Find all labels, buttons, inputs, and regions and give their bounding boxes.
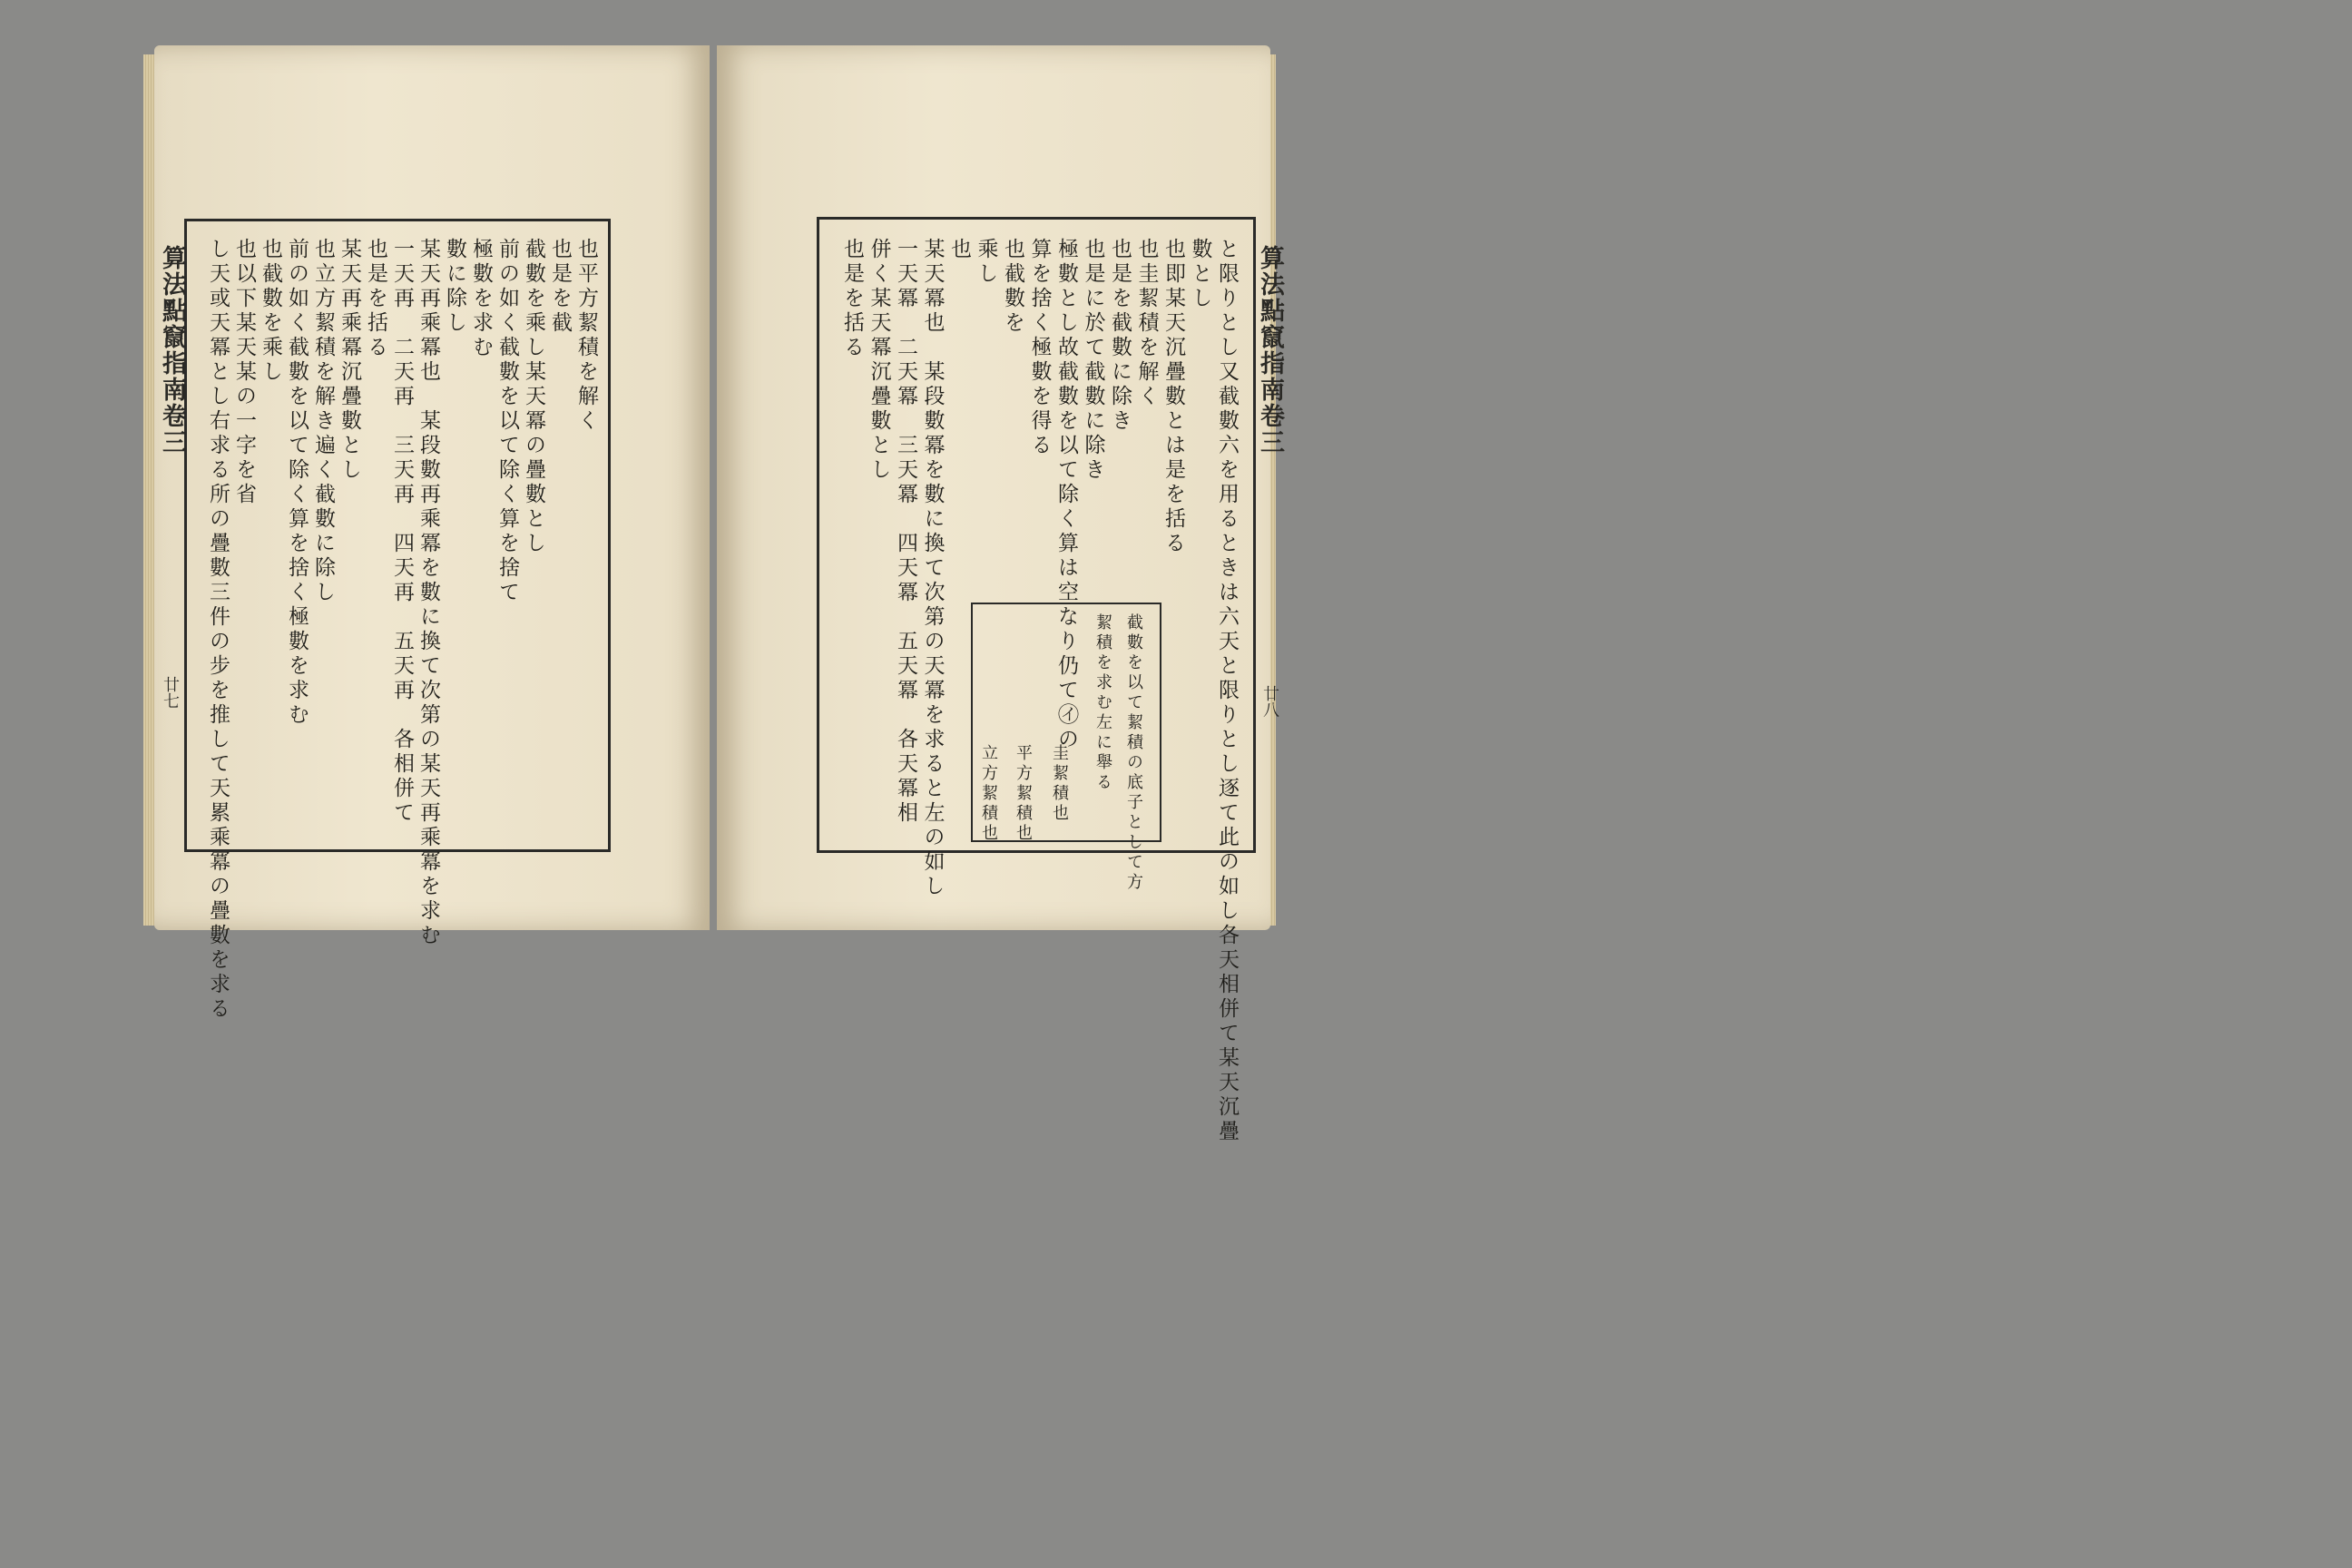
text-column: 數とし	[1188, 238, 1212, 311]
text-column: 數に除し	[443, 238, 466, 336]
text-column: 一天再 二天再 三天再 四天再 五天再 各相併て	[390, 238, 414, 826]
text-column: 極數を求む	[469, 238, 493, 360]
text-column: 前の如く截數を以て除く算を捨て	[495, 238, 519, 605]
text-column: 併く某天冪沉疊數とし	[867, 238, 891, 483]
text-column: 也圭絜積を解く	[1134, 238, 1159, 409]
text-column: と限りとし又截數六を用るときは六天と限りとし逐て此の如し各天相併て某天沉疊	[1215, 238, 1239, 1144]
text-column: 也是を括る	[840, 238, 864, 360]
text-column: 乘し	[974, 238, 998, 287]
text-column: 某天再乘冪沉疊數とし	[338, 238, 361, 483]
text-column: 算を捨く極數を得る	[1027, 238, 1052, 458]
box-text-column: 絜積を求む左に舉る	[1093, 613, 1112, 793]
left-running-title: 算法點竄指南卷三	[158, 245, 186, 456]
text-column: 截數を乘し某天冪の疊數とし	[522, 238, 545, 556]
text-column: 也是を截	[548, 238, 572, 336]
text-column: 某天再乘冪也 某段數再乘冪を數に換て次第の某天再乘冪を求む	[416, 238, 440, 948]
text-column: 也	[947, 238, 971, 262]
text-column: 也以下某天某の一字を省	[232, 238, 256, 507]
right-folio: 廿八	[1260, 685, 1279, 718]
text-column: 也是に於て截數に除き	[1081, 238, 1105, 483]
left-folio: 廿七	[161, 676, 180, 709]
text-column: 某天冪也 某段數冪を數に換て次第の天冪を求ると左の如し	[920, 238, 945, 899]
text-column: 也即某天沉疊數とは是を括る	[1161, 238, 1185, 556]
text-column: 也截數を乘し	[259, 238, 282, 385]
right-running-title: 算法點竄指南卷三	[1256, 245, 1284, 456]
text-column: 一天冪 二天冪 三天冪 四天冪 五天冪 各天冪相	[894, 238, 917, 826]
text-column: 極數とし故截數を以て除く算は空なり仍て㋑の	[1054, 238, 1078, 752]
text-column: 前の如く截數を以て除く算を捨く極數を求む	[285, 238, 309, 728]
box-text-column: 平方絜積也	[1014, 744, 1033, 844]
text-column: し天或天冪とし右求る所の疊數三件の步を推して天累乘冪の疊數を求る	[206, 238, 230, 1022]
box-text-column: 截數を以て絜積の底子として方	[1124, 613, 1143, 893]
box-text-column: 立方絜積也	[979, 744, 998, 844]
text-column: 也是を截數に除き	[1108, 238, 1132, 434]
text-column: 也平方絜積を解く	[574, 238, 598, 434]
box-text-column: 圭絜積也	[1050, 744, 1069, 824]
text-column: 也截數を	[1001, 238, 1024, 336]
text-column: 也立方絜積を解き遍く截數に除し	[311, 238, 335, 605]
text-column: 也是を括る	[364, 238, 387, 360]
